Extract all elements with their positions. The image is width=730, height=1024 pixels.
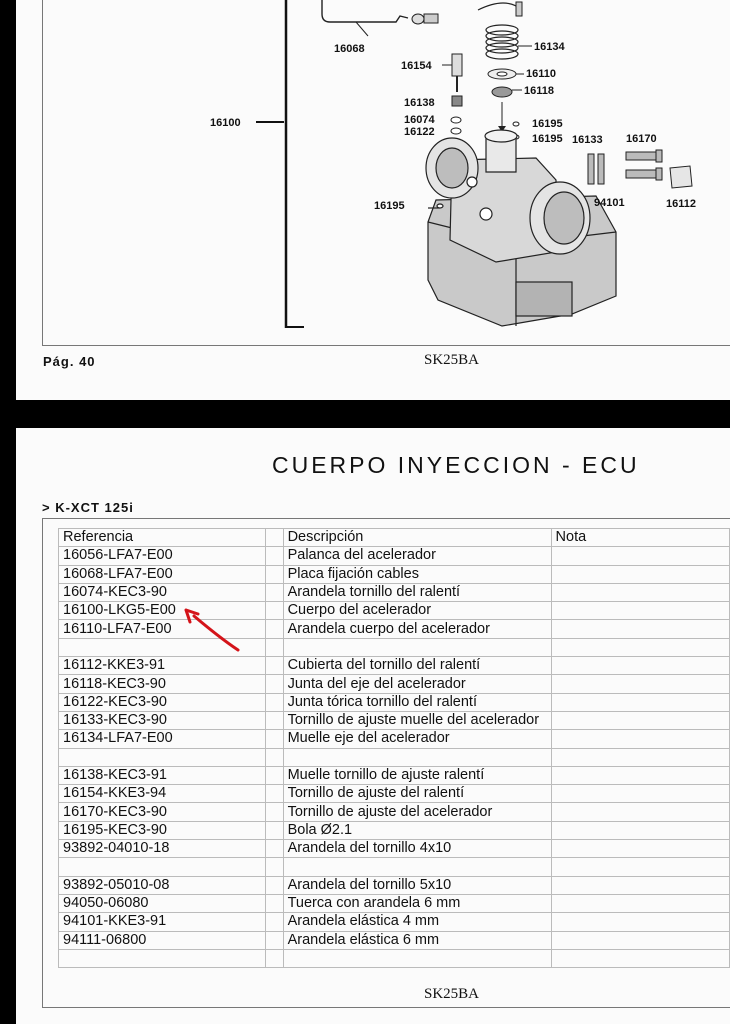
callout-16195-a: 16195 (532, 118, 563, 130)
callout-16134: 16134 (534, 41, 565, 53)
page-top (16, 0, 730, 400)
callout-16133: 16133 (572, 134, 603, 146)
cell-descripcion: Tornillo de ajuste muelle del acelerador (283, 711, 551, 729)
cell-descripcion: Arandela elástica 6 mm (283, 931, 551, 949)
callout-16195-b: 16195 (532, 133, 563, 145)
callout-16110: 16110 (526, 68, 556, 80)
callout-16112: 16112 (666, 198, 696, 210)
cell-descripcion: Arandela cuerpo del acelerador (283, 620, 551, 638)
cell-referencia: 94111-06800 (59, 931, 266, 949)
model-label: > K-XCT 125i (42, 500, 134, 515)
cell-referencia: 16170-KEC3-90 (59, 803, 266, 821)
cell-referencia: 16074-KEC3-90 (59, 583, 266, 601)
cell-referencia: 16133-KEC3-90 (59, 711, 266, 729)
cell-referencia: 93892-05010-08 (59, 876, 266, 894)
exploded-parts-diagram (16, 0, 730, 400)
handwritten-arrow-annotation (16, 428, 730, 1024)
cell-referencia: 94050-06080 (59, 894, 266, 912)
footer-code-top: SK25BA (424, 352, 480, 368)
header-descripcion: Descripción (283, 529, 551, 547)
page-number: Pág. 40 (43, 354, 96, 369)
cell-referencia: 94101-KKE3-91 (59, 913, 266, 931)
cell-referencia: 16122-KEC3-90 (59, 693, 266, 711)
cell-referencia: 16068-LFA7-E00 (59, 565, 266, 583)
cell-descripcion: Tuerca con arandela 6 mm (283, 894, 551, 912)
callout-16170: 16170 (626, 133, 657, 145)
callout-16074: 16074 (404, 114, 435, 126)
cell-descripcion: Palanca del acelerador (283, 547, 551, 565)
cell-descripcion: Junta del eje del acelerador (283, 675, 551, 693)
header-nota: Nota (551, 529, 729, 547)
cell-descripcion: Cubierta del tornillo del ralentí (283, 657, 551, 675)
cell-descripcion: Muelle tornillo de ajuste ralentí (283, 766, 551, 784)
cell-descripcion: Tornillo de ajuste del acelerador (283, 803, 551, 821)
footer-code-bottom: SK25BA (424, 986, 480, 1002)
callout-16100: 16100 (210, 117, 241, 129)
cell-descripcion: Junta tórica tornillo del ralentí (283, 693, 551, 711)
cell-descripcion: Arandela elástica 4 mm (283, 913, 551, 931)
cell-descripcion: Placa fijación cables (283, 565, 551, 583)
callout-16118: 16118 (524, 85, 554, 97)
page-bottom (16, 428, 730, 1024)
cell-referencia: 16138-KEC3-91 (59, 766, 266, 784)
callout-16122: 16122 (404, 126, 435, 138)
cell-descripcion: Cuerpo del acelerador (283, 602, 551, 620)
cell-referencia: 16154-KKE3-94 (59, 785, 266, 803)
cell-descripcion: Arandela tornillo del ralentí (283, 583, 551, 601)
cell-descripcion: Muelle eje del acelerador (283, 730, 551, 748)
cell-referencia: 93892-04010-18 (59, 840, 266, 858)
cell-descripcion: Tornillo de ajuste del ralentí (283, 785, 551, 803)
header-referencia: Referencia (59, 529, 266, 547)
cell-referencia: 16112-KKE3-91 (59, 657, 266, 675)
cell-referencia: 16110-LFA7-E00 (59, 620, 266, 638)
callout-16068: 16068 (334, 43, 365, 55)
cell-referencia: 16195-KEC3-90 (59, 821, 266, 839)
callout-94101: 94101 (594, 197, 625, 209)
callout-16138: 16138 (404, 97, 435, 109)
cell-descripcion: Arandela del tornillo 4x10 (283, 840, 551, 858)
cell-descripcion: Arandela del tornillo 5x10 (283, 876, 551, 894)
callout-16195-c: 16195 (374, 200, 405, 212)
cell-referencia: 16134-LFA7-E00 (59, 730, 266, 748)
page-title: CUERPO INYECCION - ECU (272, 452, 640, 478)
cell-referencia: 16100-LKG5-E00 (59, 602, 266, 620)
callout-16154: 16154 (401, 60, 432, 72)
cell-referencia: 16056-LFA7-E00 (59, 547, 266, 565)
cell-descripcion: Bola Ø2.1 (283, 821, 551, 839)
cell-referencia: 16118-KEC3-90 (59, 675, 266, 693)
